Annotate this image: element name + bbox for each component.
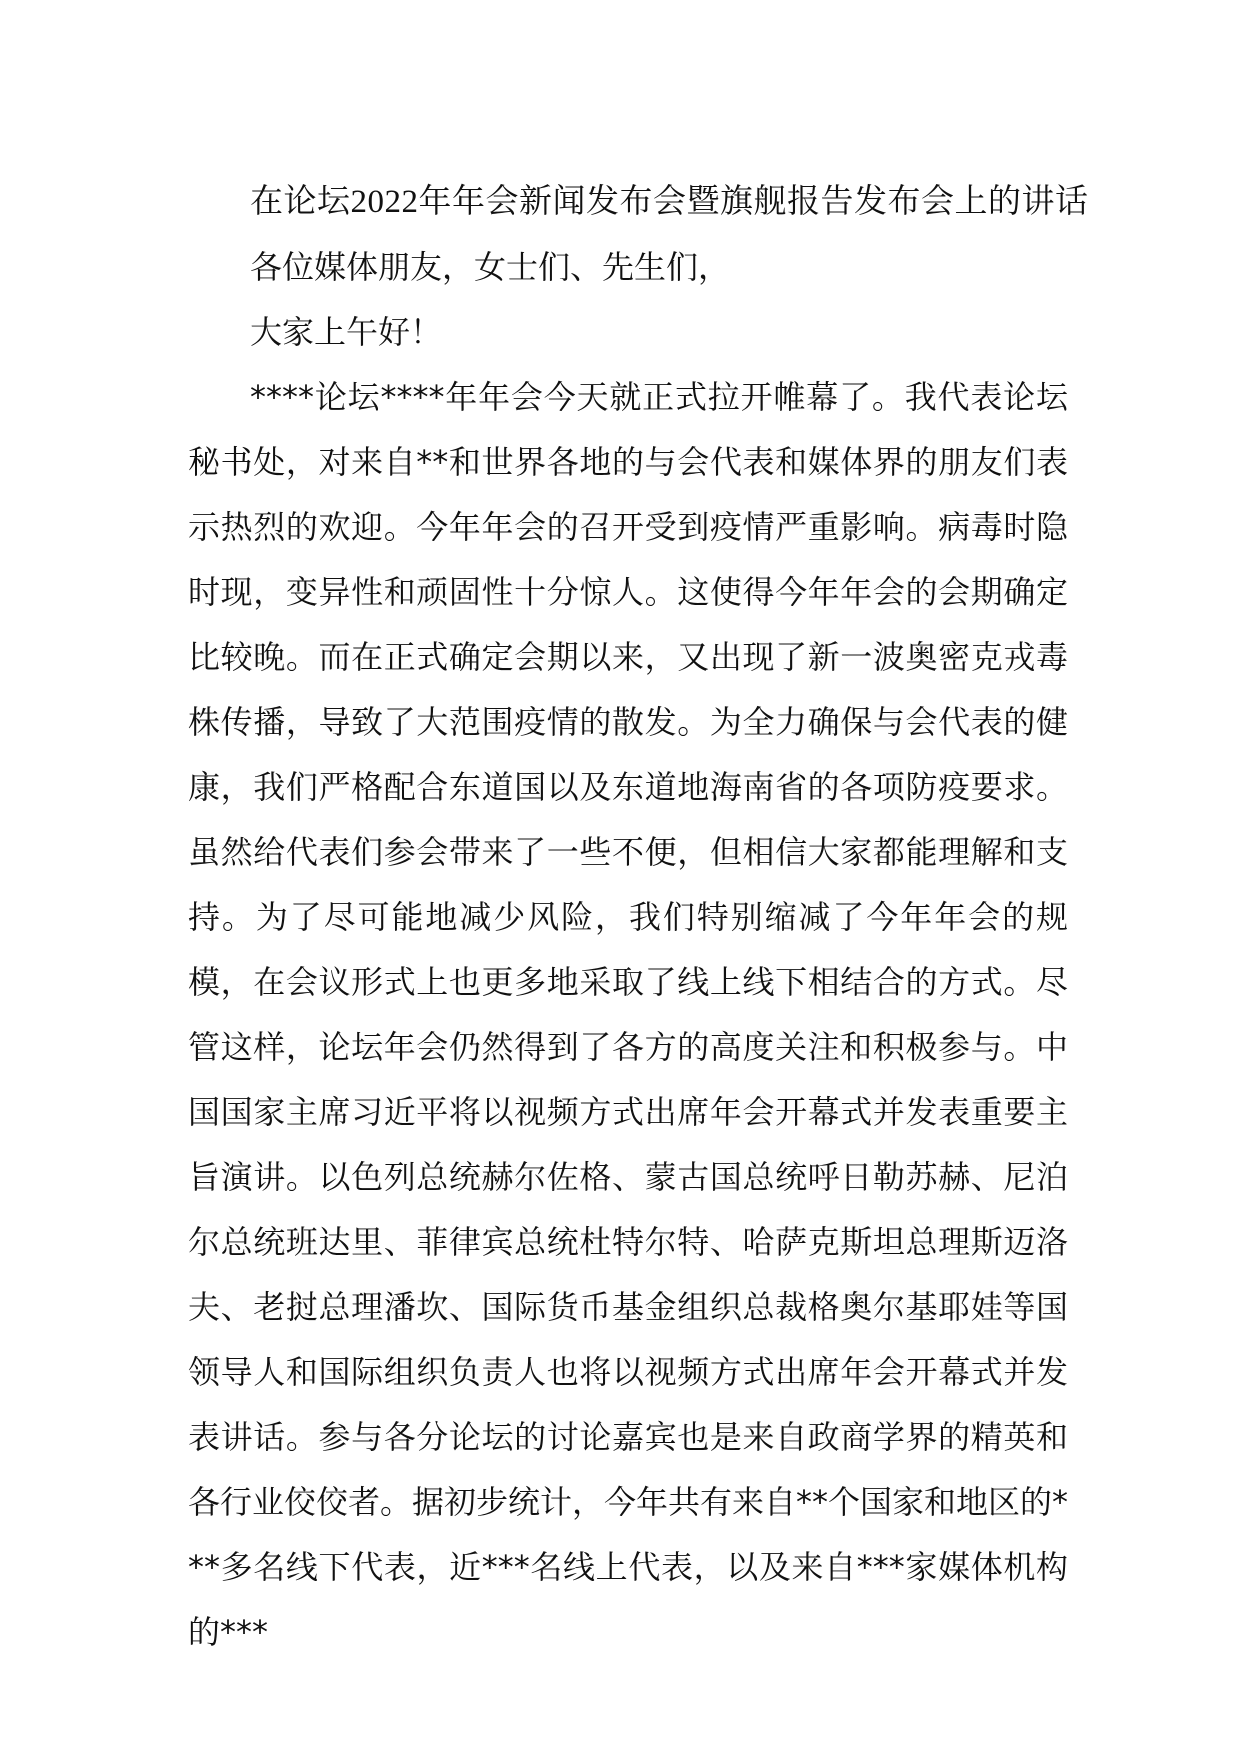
document-page bbox=[188, 170, 1089, 1665]
document-title: 在论坛2022年年会新闻发布会暨旗舰报告发布会上的讲话 bbox=[250, 184, 1089, 220]
greeting: 大家上午好！ bbox=[250, 313, 443, 351]
salutation: 各位媒体朋友，女士们、先生们， bbox=[250, 248, 731, 286]
body-paragraph: ****论坛****年年会今天就正式拉开帷幕了。我代表论坛秘书处，对来自**和世界各地的与会代表和媒体界的朋友们表示热烈的欢迎。今年年会的召开受到疫情严重影响。病毒时隐时现，变异性和顽固性十分惊人。这使得今年年会的会期确定比较晚。而在正式确定会期以来，又出现了新一波奥密克戎毒株传播，导致了大范围疫情的散发。为全力确保与会代表的健康，我们严格配合东道国以及东道地海南省的各项防疫要求。虽然给代表们参会带来了一些不便，但相信大家都能理解和支持。为了尽可能地减少风险，我们特别缩减了今年年会的规模，在会议形式上也更多地采取了线上线下相结合的方式。尽管这样，论坛年会仍然得到了各方的高度关注和积极参与。中国国家主席习近平将以视频方式出席年会开幕式并发表重要主旨演讲。以色列总统赫尔佐格、蒙古国总统呼日勒苏赫、尼泊尔总统班达里、菲律宾总统杜特尔特、哈萨克斯坦总理斯迈洛夫、老挝总理潘坎、国际货币基金组织总裁格奥尔基耶娃等国领导人和国际组织负责人也将以视频方式出席年会开幕式并发表讲话。参与各分论坛的讨论嘉宾也是来自政商学界的精英和各行业佼佼者。据初步统计，今年共有来自**个国家和地区的***多名线下代表，近***名线上代表，以及来自***家媒体机构的*** bbox=[188, 378, 1069, 1651]
